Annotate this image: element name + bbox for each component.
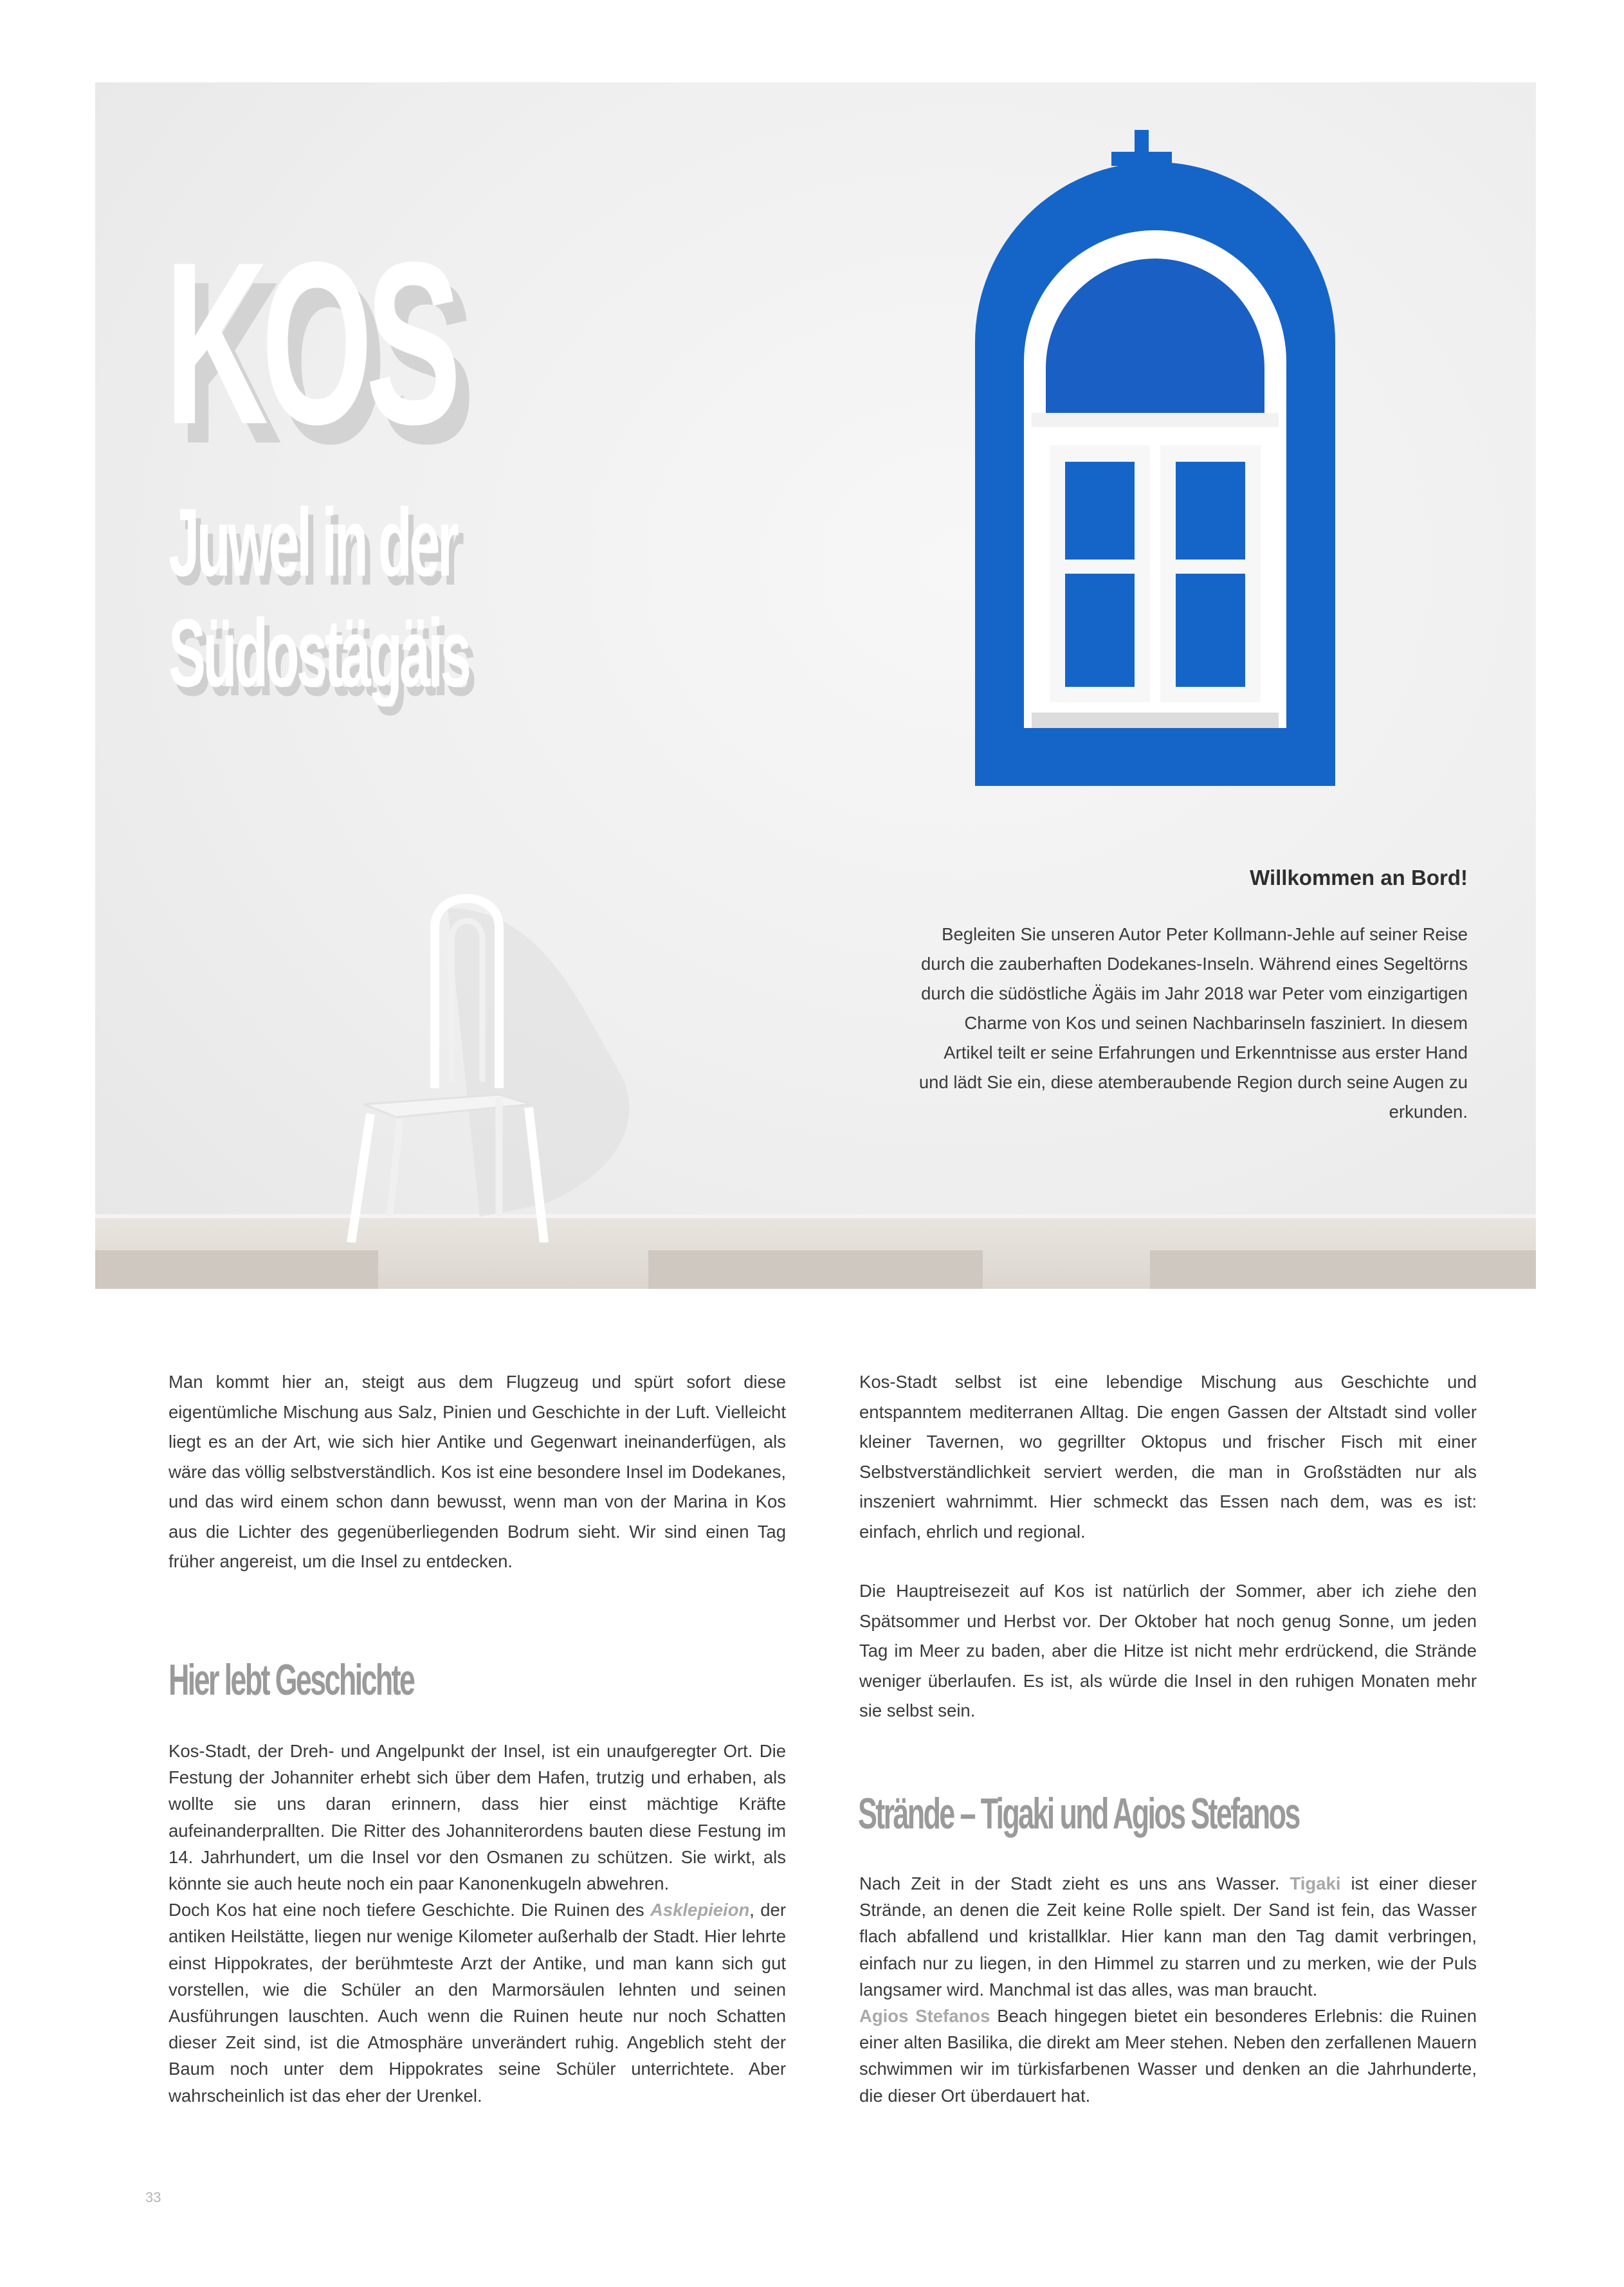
intro-text: Begleiten Sie unseren Autor Peter Kollmann-Jehle auf seiner Reise durch die zauberhaften Dodekanes-Inseln. Während eines Segeltörns durch die südöstliche Ägäis im Jahr 2018 war Peter vom einzigartigen Charme von Kos und seinen Nachbarinseln fasziniert. In diesem Artikel teilt er seine Erfahrungen und Erkenntnisse aus erster Hand und lädt Sie ein, diese atemberaubende Region durch seine Augen zu erkunden. [918,924,1468,1122]
hero-subtitle-line-1: Juwel in der [169,488,457,596]
left-paragraph-3-end: , der antiken Heilstätte, liegen nur wenige Kilometer außerhalb der Stadt. Hier lehrte einst Hippokrates, der berühmteste Arzt der Antike, und man kann sich gut vorstellen, wie die Schüler an den Marmorsäulen lehnten und seinen Ausführungen lauschten. Auch wenn die Ruinen heute nur noch Schatten dieser Zeit sind, ist die Atmosphäre unverändert ruhig. Angeblich steht der Baum noch unter dem Hippokrates seine Schüler unterrichtete. Aber wahrscheinlich ist das eher der Urenkel. [169,1900,786,2106]
right-paragraph-3-start: Nach Zeit in der Stadt zieht es uns ans Wasser. [859,1873,1290,1893]
floor-tile [1150,1250,1536,1289]
right-paragraph-3 [859,1870,1477,2003]
left-column-intro [169,1367,786,1577]
hero-subtitle-line-2: Südostägäis [169,599,469,707]
highlight-asklepieion: Asklepieion [650,1900,750,1920]
floor-tile [95,1250,378,1289]
highlight-agios-stefanos: Agios Stefanos [859,2006,990,2027]
hero-floor [95,1218,1536,1289]
left-paragraph-1: Man kommt hier an, steigt aus dem Flugzeug und spürt sofort diese eigentümliche Mischung aus Salz, Pinien und Geschichte in der Luft. Vielleicht liegt es an der Art, wie sich hier Antike und Gegenwart ineinanderfügen, als wäre das völlig selbstverständlich. Kos ist eine besondere Insel im Dodekanes, und das wird einem schon dann bewusst, wenn man von der Marina in Kos aus die Lichter des gegenüberliegenden Bodrum sieht. Wir sind einen Tag früher angereist, um die Insel zu entdecken. [169,1372,786,1571]
right-paragraph-2: Die Hauptreisezeit auf Kos ist natürlich der Sommer, aber ich ziehe den Spätsommer und Herbst vor. Der Oktober hat noch genug Sonne, um jeden Tag im Meer zu baden, aber die Hitze ist nicht mehr erdrückend, die Strände weniger überlaufen. Es ist, als würde die Insel in den ruhigen Monaten mehr sie selbst sein. [859,1581,1477,1720]
right-paragraph-4-end: Beach hingegen bietet ein besonderes Erlebnis: die Ruinen einer alten Basilika, die direkt am Meer stehen. Neben den zerfallenen Mauern schwimmen wir im türkisfarbenen Wasser und denken an die Jahrhunderte, die dieser Ort überdauert hat. [859,2006,1477,2106]
right-paragraph-3-end: ist einer dieser Strände, an denen die Zeit keine Rolle spielt. Der Sand ist fein, das Wasser flach abfallend und kristallklar. Hier kann man den Tag damit verbringen, einfach nur zu liegen, in den Himmel zu starren und zu merken, wie der Puls langsamer wird. Manchmal ist das alles, was man braucht. [859,1873,1477,2000]
section-heading-geschichte: Hier lebt Geschichte [169,1655,414,1704]
highlight-tigaki: Tigaki [1290,1873,1341,1893]
hero-photo [95,82,1536,1289]
left-column-body [169,1738,786,2109]
floor-tile [648,1250,983,1289]
white-chair-illustration [338,882,673,1243]
right-column-intro [859,1367,1477,1726]
left-paragraph-3 [169,1897,786,2109]
blue-window-illustration [975,130,1335,786]
left-paragraph-3-start: Doch Kos hat eine noch tiefere Geschichte. Die Ruinen des [169,1900,650,1920]
hero-title: KOS [165,214,455,473]
left-paragraph-2: Kos-Stadt, der Dreh- und Angelpunkt der Insel, ist ein unaufgeregter Ort. Die Festung der Johanniter erhebt sich über dem Hafen, trutzig und erhaben, als wollte sie uns daran erinnern, dass hier einst mächtige Kräfte aufeinanderprallten. Die Ritter des Johanniterordens bauten diese Festung im 14. Jahrhundert, um die Insel vor den Osmanen zu schützen. Sie wirkt, als könnte sie auch heute noch ein paar Kanonenkugeln abwehren. [169,1741,786,1894]
intro-title: Willkommen an Bord! [1250,866,1468,889]
right-column-body [859,1870,1477,2109]
section-heading-straende: Strände – Tigaki und Agios Stefanos [858,1789,1299,1838]
right-paragraph-1: Kos-Stadt selbst ist eine lebendige Mischung aus Geschichte und entspanntem mediterranen Alltag. Die engen Gassen der Altstadt sind voller kleiner Tavernen, wo gegrillter Oktopus und frischer Fisch mit einer Selbstverständlichkeit serviert werden, die man in Großstädten nur als inszeniert wahrnimmt. Hier schmeckt das Essen nach dem, was es ist: einfach, ehrlich und regional. [859,1372,1477,1542]
page-number: 33 [145,2189,161,2205]
hero-floor-edge [95,1214,1536,1218]
right-paragraph-4 [859,2003,1477,2109]
